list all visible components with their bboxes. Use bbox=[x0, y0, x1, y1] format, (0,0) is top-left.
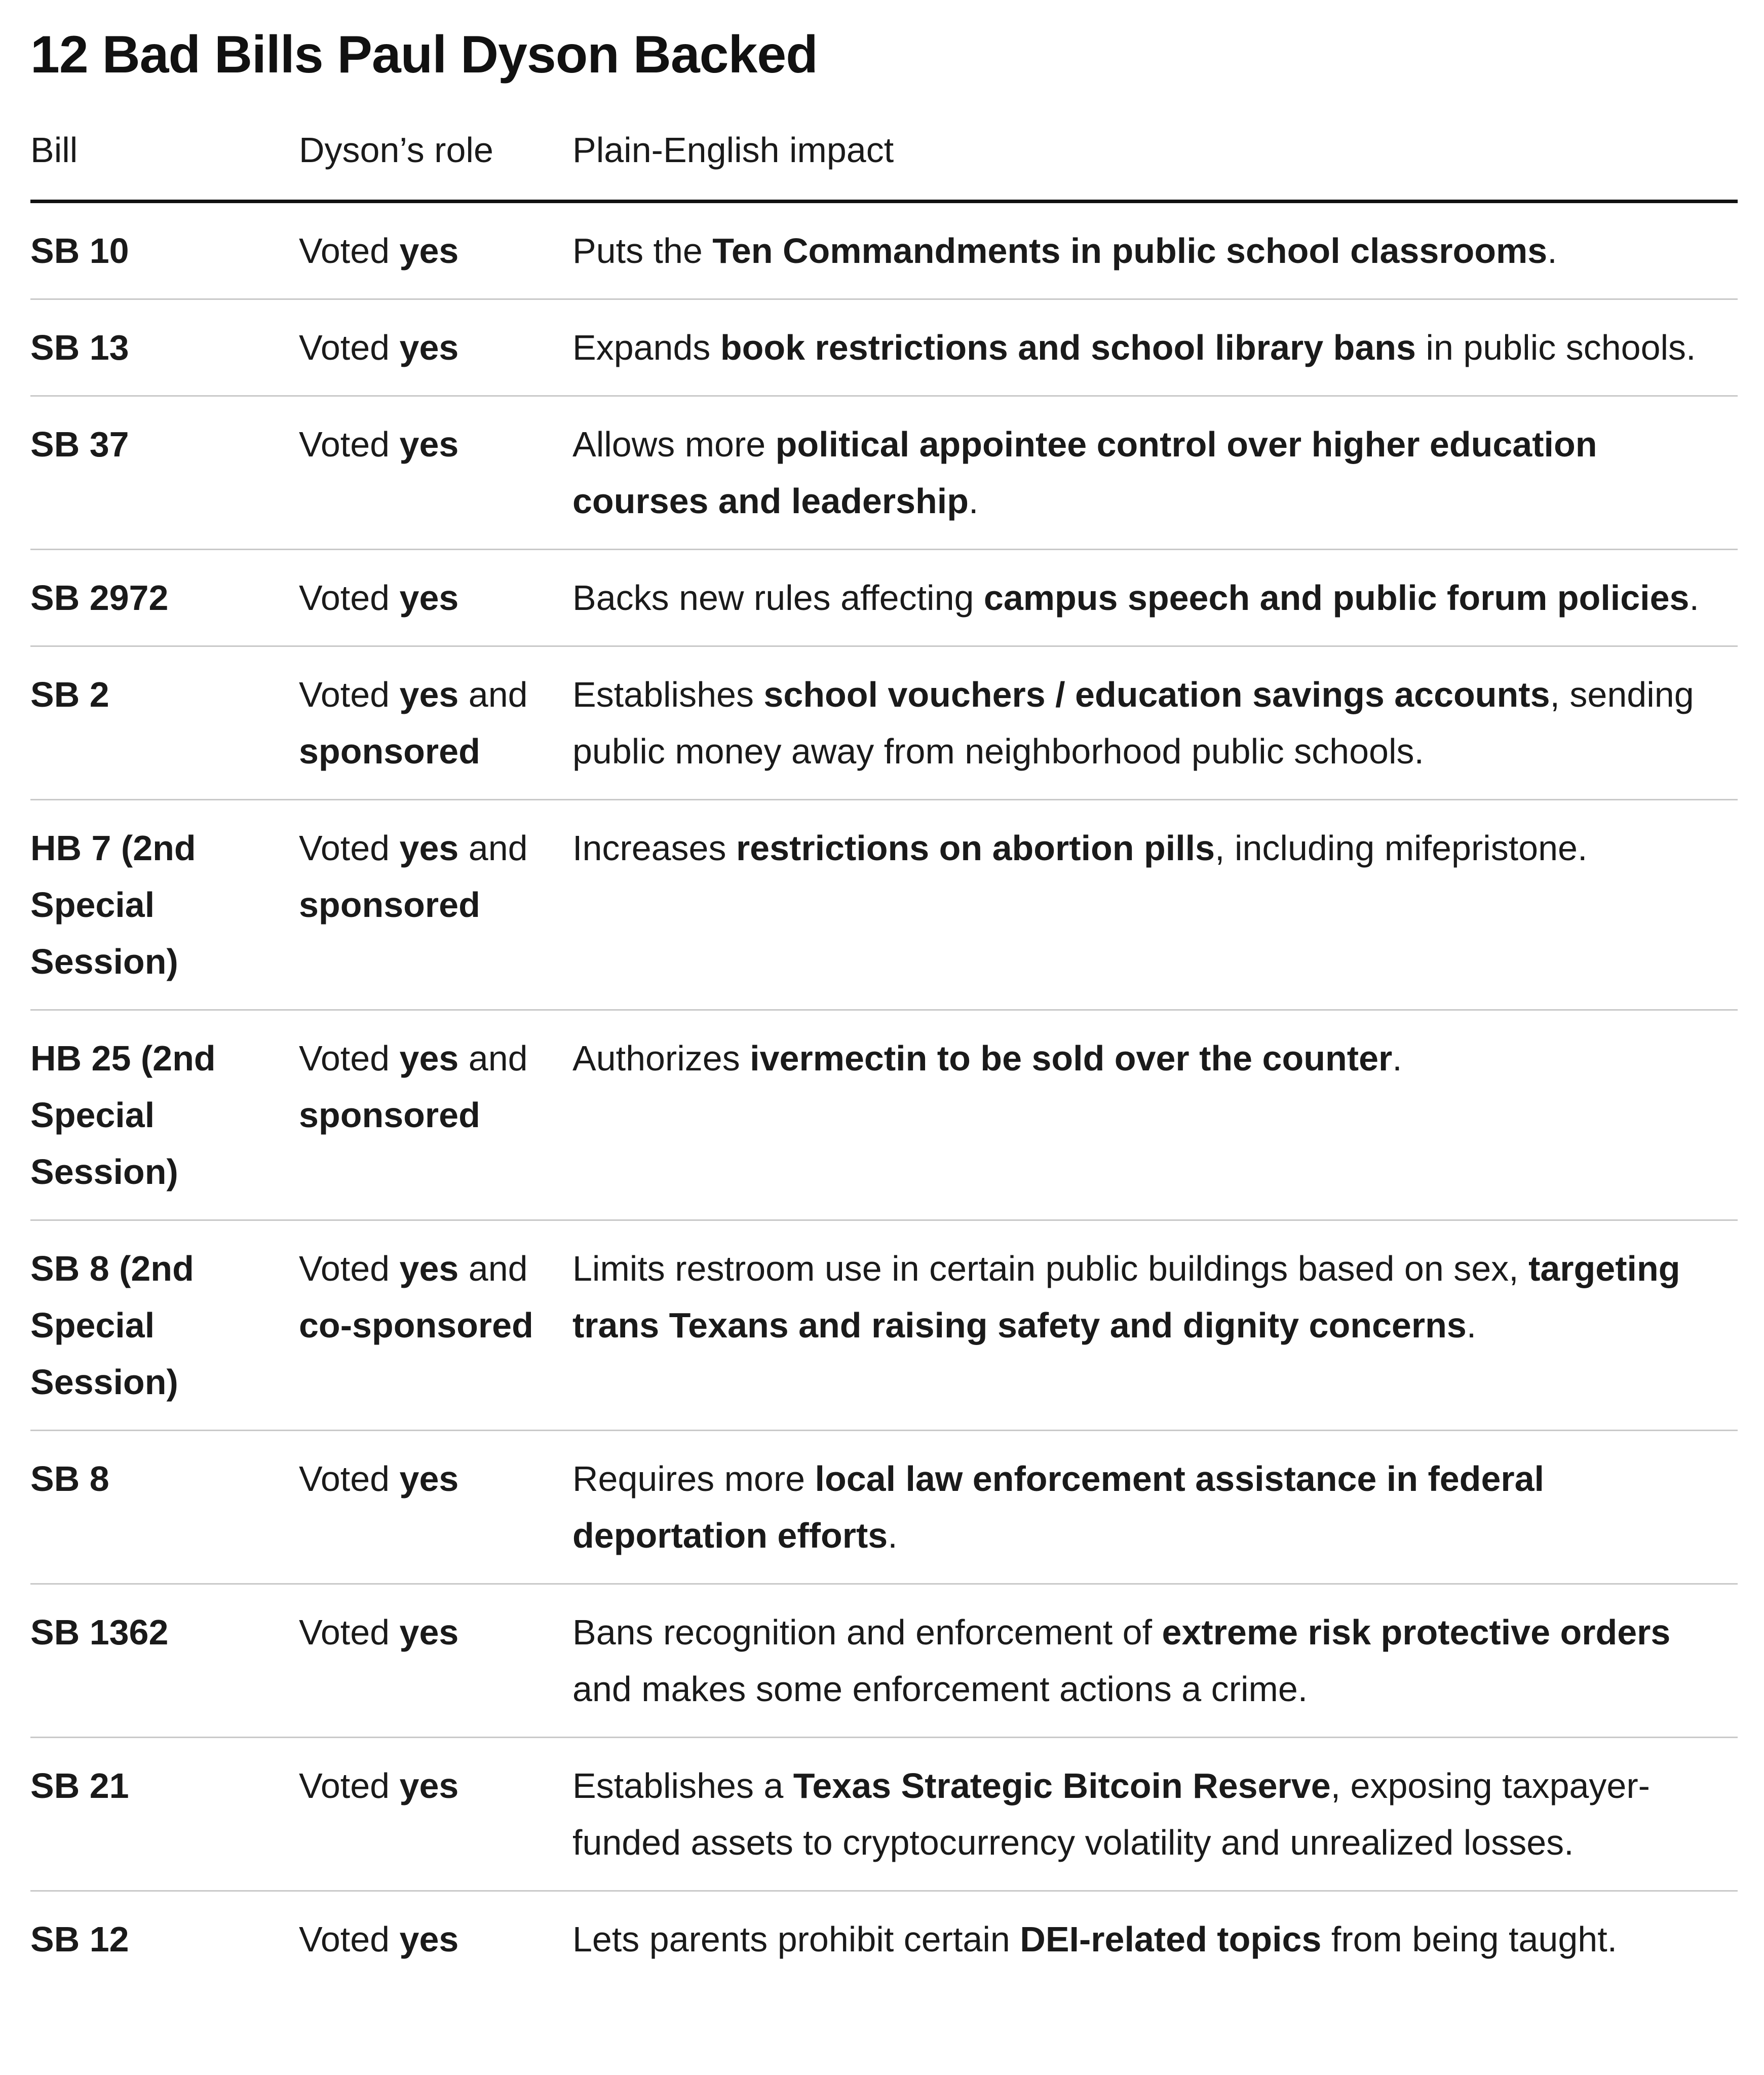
impact-text: Backs new rules affecting bbox=[572, 578, 984, 618]
table-row bbox=[30, 800, 1738, 1010]
table-row bbox=[30, 1431, 1738, 1584]
impact-cell bbox=[572, 396, 1738, 550]
role-emphasis-text: yes bbox=[399, 425, 459, 464]
table-row bbox=[30, 299, 1738, 396]
impact-text: . bbox=[1466, 1305, 1477, 1345]
impact-text: . bbox=[1689, 578, 1699, 618]
bill-cell: HB 7 (2nd Special Session) bbox=[30, 800, 299, 1010]
column-header-impact: Plain-English impact bbox=[572, 122, 1738, 202]
role-emphasis-text: yes bbox=[399, 828, 459, 868]
table-row bbox=[30, 1010, 1738, 1220]
role-text: and bbox=[458, 1249, 528, 1288]
impact-cell bbox=[572, 299, 1738, 396]
role-text: Voted bbox=[299, 1919, 400, 1959]
role-cell bbox=[299, 299, 572, 396]
table-row bbox=[30, 396, 1738, 550]
role-text: and bbox=[458, 1039, 528, 1078]
impact-cell bbox=[572, 1220, 1738, 1431]
page-title: 12 Bad Bills Paul Dyson Backed bbox=[30, 25, 818, 84]
role-cell bbox=[299, 1431, 572, 1584]
role-emphasis-text: yes bbox=[399, 1039, 459, 1078]
table-row bbox=[30, 1220, 1738, 1431]
impact-text: , sending public money away from neighborhood public schools. bbox=[572, 675, 1694, 771]
role-text: Voted bbox=[299, 1039, 400, 1078]
impact-emphasis-text: restrictions on abortion pills bbox=[736, 828, 1215, 868]
role-text: Voted bbox=[299, 828, 400, 868]
bill-cell: SB 10 bbox=[30, 202, 299, 299]
impact-text: Establishes a bbox=[572, 1766, 793, 1805]
impact-cell bbox=[572, 646, 1738, 800]
role-emphasis-text: sponsored bbox=[299, 732, 480, 771]
table-row bbox=[30, 1584, 1738, 1738]
role-emphasis-text: sponsored bbox=[299, 1095, 480, 1135]
role-cell bbox=[299, 1584, 572, 1738]
table-row bbox=[30, 1738, 1738, 1891]
bill-cell: SB 13 bbox=[30, 299, 299, 396]
impact-emphasis-text: campus speech and public forum policies bbox=[983, 578, 1690, 618]
table-row bbox=[30, 202, 1738, 299]
impact-text: Limits restroom use in certain public buildings based on sex, bbox=[572, 1249, 1529, 1288]
impact-text: . bbox=[968, 481, 979, 521]
impact-text: . bbox=[1392, 1039, 1402, 1078]
impact-emphasis-text: DEI-related topics bbox=[1020, 1919, 1322, 1959]
role-cell bbox=[299, 800, 572, 1010]
impact-cell bbox=[572, 1431, 1738, 1584]
impact-emphasis-text: Texas Strategic Bitcoin Reserve bbox=[793, 1766, 1331, 1805]
impact-cell bbox=[572, 1584, 1738, 1738]
role-emphasis-text: yes bbox=[399, 231, 459, 271]
role-emphasis-text: yes bbox=[399, 578, 459, 618]
impact-text: Authorizes bbox=[572, 1039, 750, 1078]
role-text: Voted bbox=[299, 1612, 400, 1652]
role-cell bbox=[299, 1738, 572, 1891]
bill-cell: SB 37 bbox=[30, 396, 299, 550]
role-text: Voted bbox=[299, 1766, 400, 1805]
role-emphasis-text: yes bbox=[399, 1766, 459, 1805]
role-emphasis-text: yes bbox=[399, 328, 459, 367]
impact-text: Expands bbox=[572, 328, 720, 367]
bill-cell: SB 2972 bbox=[30, 550, 299, 646]
table-header-row bbox=[30, 122, 1738, 202]
impact-text: , exposing taxpayer-funded assets to cryptocurrency volatility and unrealized losses. bbox=[572, 1766, 1650, 1862]
role-text: Voted bbox=[299, 675, 400, 714]
impact-cell bbox=[572, 550, 1738, 646]
impact-emphasis-text: Ten Commandments in public school classrooms bbox=[712, 231, 1548, 271]
role-emphasis-text: yes bbox=[399, 1919, 459, 1959]
bill-cell: SB 2 bbox=[30, 646, 299, 800]
role-emphasis-text: yes bbox=[399, 675, 459, 714]
role-cell bbox=[299, 1010, 572, 1220]
impact-text: Establishes bbox=[572, 675, 764, 714]
impact-text: Allows more bbox=[572, 425, 776, 464]
role-cell bbox=[299, 202, 572, 299]
role-text: and bbox=[458, 675, 528, 714]
impact-text: Lets parents prohibit certain bbox=[572, 1919, 1020, 1959]
role-text: Voted bbox=[299, 1459, 400, 1498]
impact-cell bbox=[572, 1891, 1738, 1987]
role-emphasis-text: co-sponsored bbox=[299, 1305, 533, 1345]
role-cell bbox=[299, 646, 572, 800]
impact-cell bbox=[572, 1738, 1738, 1891]
impact-emphasis-text: book restrictions and school library bans bbox=[720, 328, 1416, 367]
impact-emphasis-text: local law enforcement assistance in federal deportation efforts bbox=[572, 1459, 1544, 1555]
bill-cell: SB 12 bbox=[30, 1919, 129, 1959]
role-text: Voted bbox=[299, 425, 400, 464]
bill-cell: SB 8 bbox=[30, 1431, 299, 1584]
bill-cell: SB 21 bbox=[30, 1738, 299, 1891]
impact-emphasis-text: political appointee control over higher education courses and leadership bbox=[572, 425, 1597, 521]
impact-emphasis-text: school vouchers / education savings accounts bbox=[763, 675, 1550, 714]
impact-text: , including mifepristone. bbox=[1215, 828, 1588, 868]
role-cell bbox=[299, 1220, 572, 1431]
table-row bbox=[30, 1891, 1738, 1987]
role-cell bbox=[299, 396, 572, 550]
impact-text: Requires more bbox=[572, 1459, 815, 1498]
table-body bbox=[30, 202, 1738, 1987]
role-emphasis-text: yes bbox=[399, 1249, 459, 1288]
column-header-bill: Bill bbox=[30, 122, 299, 202]
impact-emphasis-text: extreme risk protective orders bbox=[1162, 1612, 1671, 1652]
impact-text: in public schools. bbox=[1415, 328, 1696, 367]
role-text: and bbox=[458, 828, 528, 868]
column-header-role: Dyson’s role bbox=[299, 122, 572, 202]
impact-text: Puts the bbox=[572, 231, 713, 271]
bill-cell: SB 8 (2nd Special Session) bbox=[30, 1220, 299, 1431]
impact-emphasis-text: ivermectin to be sold over the counter bbox=[750, 1039, 1393, 1078]
role-text: Voted bbox=[299, 1249, 400, 1288]
role-text: Voted bbox=[299, 328, 400, 367]
bill-cell: SB 1362 bbox=[30, 1584, 299, 1738]
impact-cell bbox=[572, 800, 1738, 1010]
impact-text: Bans recognition and enforcement of bbox=[572, 1612, 1162, 1652]
impact-text: from being taught. bbox=[1321, 1919, 1618, 1959]
role-text: Voted bbox=[299, 231, 400, 271]
table-row bbox=[30, 550, 1738, 646]
impact-text: Increases bbox=[572, 828, 736, 868]
impact-text: . bbox=[888, 1516, 898, 1555]
impact-cell bbox=[572, 202, 1738, 299]
role-emphasis-text: yes bbox=[399, 1459, 459, 1498]
table-row bbox=[30, 646, 1738, 800]
impact-text: . bbox=[1547, 231, 1557, 271]
role-emphasis-text: yes bbox=[399, 1612, 459, 1652]
role-text: Voted bbox=[299, 578, 400, 618]
impact-emphasis-text: targeting trans Texans and raising safety and dignity concerns bbox=[572, 1249, 1680, 1345]
impact-text: and makes some enforcement actions a crime. bbox=[572, 1669, 1308, 1709]
bill-cell: HB 25 (2nd Special Session) bbox=[30, 1010, 299, 1220]
role-cell bbox=[299, 550, 572, 646]
role-emphasis-text: sponsored bbox=[299, 885, 480, 925]
role-cell bbox=[299, 1891, 572, 1987]
impact-cell bbox=[572, 1010, 1738, 1220]
bills-table bbox=[30, 122, 1738, 1987]
